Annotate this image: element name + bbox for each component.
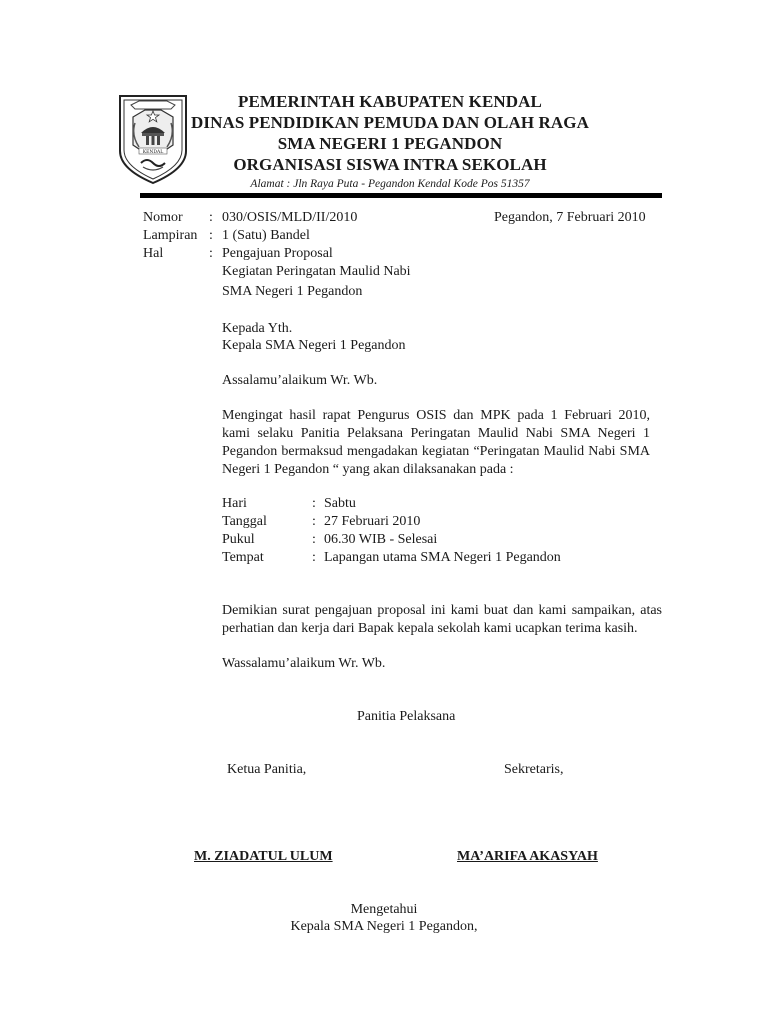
detail-value-tempat: Lapangan utama SMA Negeri 1 Pegandon xyxy=(324,550,561,565)
closing-paragraph xyxy=(222,602,662,638)
recipient-title: Kepala SMA Negeri 1 Pegandon xyxy=(222,338,406,353)
letterhead-address: Alamat : Jln Raya Puta - Pegandon Kendal Kode Pos 51357 xyxy=(250,178,530,190)
detail-colon: : xyxy=(312,532,316,547)
secretary-name: MA’ARIFA AKASYAH xyxy=(457,849,598,864)
recipient-salutation: Kepada Yth. xyxy=(222,321,293,336)
detail-label-pukul: Pukul xyxy=(222,532,255,547)
detail-label-hari: Hari xyxy=(222,496,247,511)
meta-label-hal: Hal xyxy=(143,246,164,261)
chair-title: Ketua Panitia, xyxy=(227,762,307,777)
letterhead-organization: ORGANISASI SISWA INTRA SEKOLAH xyxy=(233,155,547,174)
detail-value-pukul: 06.30 WIB - Selesai xyxy=(324,532,438,547)
principal-title: Kepala SMA Negeri 1 Pegandon, xyxy=(290,919,478,934)
closing-line: Demikian surat pengajuan proposal ini kami buat dan kami sampaikan, atas xyxy=(222,603,662,618)
meta-colon: : xyxy=(209,246,213,261)
meta-value-hal: Pengajuan Proposal xyxy=(222,246,333,261)
detail-value-tanggal: 27 Februari 2010 xyxy=(324,514,421,529)
intro-line: kami selaku Panitia Pelaksana Peringatan Maulid Nabi SMA Negeri 1 xyxy=(222,426,650,441)
letterhead xyxy=(190,91,590,192)
secretary-title: Sekretaris, xyxy=(504,762,564,777)
detail-colon: : xyxy=(312,550,316,565)
chair-name: M. ZIADATUL ULUM xyxy=(194,849,333,864)
closing-line: perhatian dan kerja dari Bapak kepala sekolah kami ucapkan terima kasih. xyxy=(222,621,638,636)
detail-colon: : xyxy=(312,496,316,511)
letterhead-divider xyxy=(140,193,662,198)
meta-subject-line-3: SMA Negeri 1 Pegandon xyxy=(222,284,363,299)
meta-colon: : xyxy=(209,228,213,243)
letterhead-department: DINAS PENDIDIKAN PEMUDA DAN OLAH RAGA xyxy=(190,113,590,132)
detail-label-tempat: Tempat xyxy=(222,550,264,565)
detail-value-hari: Sabtu xyxy=(324,496,356,511)
meta-label-lampiran: Lampiran xyxy=(143,228,198,243)
meta-label-nomor: Nomor xyxy=(143,210,183,225)
intro-line: Negeri 1 Pegandon “ yang akan dilaksanakan pada : xyxy=(222,462,514,477)
closing-greeting: Wassalamu’alaikum Wr. Wb. xyxy=(222,656,386,671)
meta-subject-line-2: Kegiatan Peringatan Maulid Nabi xyxy=(222,264,411,279)
place-date: Pegandon, 7 Februari 2010 xyxy=(494,210,646,225)
detail-label-tanggal: Tanggal xyxy=(222,514,267,529)
letterhead-school: SMA NEGERI 1 PEGANDON xyxy=(277,134,503,153)
letterhead-government: PEMERINTAH KABUPATEN KENDAL xyxy=(238,92,542,111)
svg-text:KENDAL: KENDAL xyxy=(142,150,164,155)
meta-value-lampiran: 1 (Satu) Bandel xyxy=(222,228,310,243)
committee-label: Panitia Pelaksana xyxy=(357,709,456,724)
intro-paragraph xyxy=(222,407,650,479)
intro-line: Mengingat hasil rapat Pengurus OSIS dan MPK pada 1 Februari 2010, xyxy=(222,408,650,423)
kendal-regency-emblem-icon xyxy=(117,93,189,185)
intro-line: Pegandon bermaksud mengadakan kegiatan “Peringatan Maulid Nabi SMA xyxy=(222,444,650,459)
opening-greeting: Assalamu’alaikum Wr. Wb. xyxy=(222,373,378,388)
detail-colon: : xyxy=(312,514,316,529)
meta-colon: : xyxy=(209,210,213,225)
meta-value-nomor: 030/OSIS/MLD/II/2010 xyxy=(222,210,358,225)
acknowledged-label: Mengetahui xyxy=(350,902,418,917)
